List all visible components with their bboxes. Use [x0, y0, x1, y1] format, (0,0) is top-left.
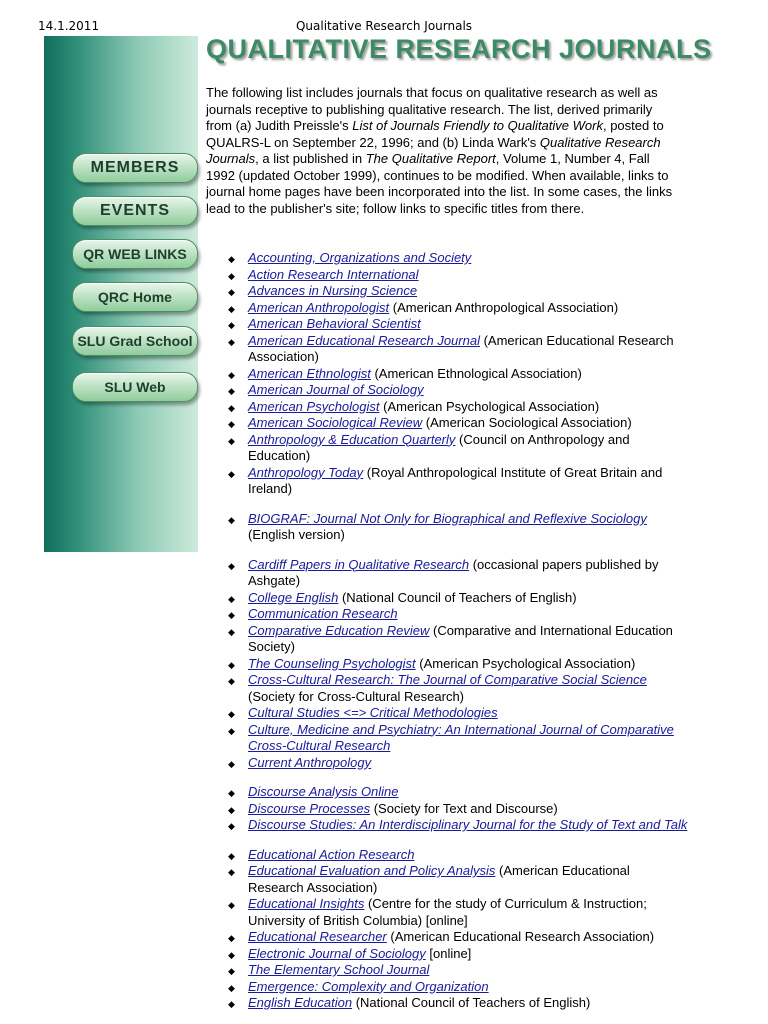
journal-link[interactable]: Educational Insights [248, 896, 365, 911]
journal-item [228, 590, 688, 607]
journal-item [228, 863, 688, 896]
print-title: Qualitative Research Journals [295, 19, 473, 33]
journal-item [228, 399, 688, 416]
journal-item [228, 817, 688, 834]
journal-item [228, 962, 688, 979]
journal-link[interactable]: Discourse Analysis Online [248, 784, 399, 799]
journal-note: (American Educational Research Association) [248, 332, 674, 364]
nav-slu-web-button[interactable]: SLU Web [72, 372, 198, 402]
journal-link[interactable]: Anthropology & Education Quarterly [248, 431, 456, 447]
journal-note: (American Ethnological Association) [370, 365, 582, 381]
page-banner: QUALITATIVE RESEARCH JOURNALS [206, 34, 712, 64]
journal-link[interactable]: Accounting, Organizations and Society [248, 250, 472, 265]
journal-note: (Society for Cross-Cultural Research) [248, 688, 465, 704]
sidebar [44, 36, 198, 552]
journal-link[interactable]: Advances in Nursing Science [248, 283, 418, 298]
journal-link[interactable]: Discourse Studies: An Interdisciplinary Journal for the Study of Text and Talk [248, 817, 688, 832]
journal-link[interactable]: American Journal of Sociology [248, 382, 424, 397]
journal-link[interactable]: Action Research International [248, 266, 419, 282]
journal-link[interactable]: Educational Evaluation and Policy Analysis [248, 863, 496, 878]
journal-item [228, 623, 688, 656]
title-wark-list: Qualitative Research Journals [206, 134, 661, 166]
nav-qrc-home-button[interactable]: QRC Home [72, 282, 198, 312]
journal-link[interactable]: Comparative Education Review [248, 622, 430, 638]
journal-note: (occasional papers published by Ashgate) [248, 556, 659, 588]
journal-note: (Royal Anthropological Institute of Great Britain and Ireland) [248, 464, 663, 496]
journal-link[interactable]: Electronic Journal of Sociology [248, 945, 426, 961]
journal-link[interactable]: The Elementary School Journal [248, 962, 430, 977]
intro-paragraph: The following list includes journals that focus on qualitative research as well as journals receptive to publishing qualitative research. The list, derived primarily from (a) Judith Preissle's List of Journals Friendly to Qualitative Work, posted to QUALRS-L on September 22, 1996; and (b) Linda Wark's Qualitative Research Journals, a list published in The Qualitative Report, Volume 1, Number 4, Fall 1992 (updated October 1999), continues to be modified. When available, links to journal home pages have been incorporated into the list. In some cases, the links lead to the publisher's site; follow links to specific titles from there. [206, 85, 673, 216]
journal-item [228, 250, 688, 267]
journal-link[interactable]: American Educational Research Journal [248, 332, 480, 348]
nav-members-button[interactable]: MEMBERS [72, 153, 198, 183]
journal-item [228, 333, 688, 366]
nav-events-button[interactable]: EVENTS [72, 196, 198, 226]
journal-link[interactable]: American Ethnologist [248, 365, 371, 381]
journal-item [228, 366, 688, 383]
journal-link[interactable]: American Behavioral Scientist [248, 316, 421, 331]
journal-link[interactable]: Culture, Medicine and Psychiatry: An International Journal of Comparative Cross-Cultural Research [248, 721, 674, 753]
journal-item [228, 672, 688, 705]
journal-note: [online] [425, 945, 472, 961]
journal-note: (English version) [248, 527, 345, 542]
journal-item [228, 995, 688, 1012]
journal-list [228, 250, 688, 1012]
journal-link[interactable]: Cross-Cultural Research: The Journal of Comparative Social Science [248, 672, 647, 687]
journal-link[interactable]: American Anthropologist [248, 299, 390, 315]
journal-note: (Society for Text and Discourse) [370, 800, 558, 816]
nav-qr-web-links-button[interactable]: QR WEB LINKS [72, 239, 198, 269]
journal-link[interactable]: Current Anthropology [248, 754, 372, 770]
journal-link[interactable]: American Sociological Review [248, 415, 423, 430]
journal-item [228, 511, 688, 544]
journal-link[interactable]: College English [248, 589, 339, 605]
title-qualitative-report: The Qualitative Report [365, 151, 496, 166]
journal-item [228, 557, 688, 590]
journal-link[interactable]: American Psychologist [248, 398, 380, 414]
journal-link[interactable]: Cardiff Papers in Qualitative Research [248, 556, 470, 572]
journal-item [228, 979, 688, 996]
journal-item [228, 606, 688, 623]
journal-item [228, 267, 688, 284]
journal-link[interactable]: Discourse Processes [248, 800, 371, 816]
journal-item [228, 415, 688, 432]
journal-item [228, 847, 688, 864]
journal-note: (American Educational Research Association) [248, 863, 630, 895]
journal-note: (Comparative and International Education Society) [248, 622, 673, 654]
journal-link[interactable]: Educational Researcher [248, 929, 387, 944]
journal-link[interactable]: Emergence: Complexity and Organization [248, 978, 489, 994]
journal-item [228, 801, 688, 818]
journal-note: (American Psychological Association) [379, 398, 600, 414]
journal-link[interactable]: BIOGRAF: Journal Not Only for Biographical and Reflexive Sociology [248, 510, 647, 526]
title-preissle-list: List of Journals Friendly to Qualitative Work [352, 118, 603, 133]
journal-item [228, 784, 688, 801]
journal-note: (National Council of Teachers of English) [338, 589, 577, 605]
journal-link[interactable]: Communication Research [248, 606, 398, 621]
journal-item [228, 316, 688, 333]
journal-item [228, 722, 688, 755]
print-date: 14.1.2011 [38, 19, 100, 33]
journal-item [228, 755, 688, 772]
journal-note: (American Educational Research Association) [386, 929, 655, 944]
journal-note: (Centre for the study of Curriculum & Instruction; University of British Columbia) [online] [248, 896, 647, 928]
journal-link[interactable]: English Education [248, 995, 353, 1010]
journal-item [228, 656, 688, 673]
journal-item [228, 929, 688, 946]
journal-item [228, 465, 688, 498]
journal-item [228, 283, 688, 300]
journal-note: (National Council of Teachers of English) [352, 995, 591, 1010]
journal-item [228, 432, 688, 465]
journal-note: (Council on Anthropology and Education) [248, 431, 630, 463]
journal-item [228, 300, 688, 317]
nav-slu-grad-school-button[interactable]: SLU Grad School [72, 326, 198, 356]
journal-link[interactable]: Educational Action Research [248, 846, 415, 862]
journal-note: (American Anthropological Association) [389, 299, 619, 315]
journal-item [228, 946, 688, 963]
journal-item [228, 896, 688, 929]
journal-note: (American Psychological Association) [415, 655, 636, 671]
journal-item [228, 705, 688, 722]
journal-note: (American Sociological Association) [422, 415, 632, 430]
journal-link[interactable]: Cultural Studies <=> Critical Methodologies [248, 705, 498, 720]
journal-link[interactable]: Anthropology Today [248, 464, 364, 480]
journal-item [228, 382, 688, 399]
journal-link[interactable]: The Counseling Psychologist [248, 655, 416, 671]
